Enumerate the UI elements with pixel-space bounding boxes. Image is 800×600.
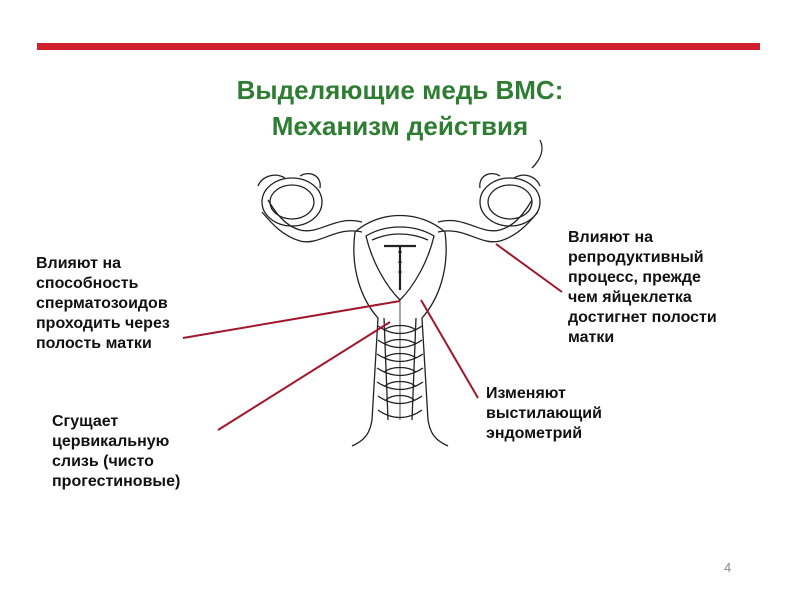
leader-line-mucus <box>218 322 390 430</box>
title-line-1: Выделяющие медь ВМС: <box>236 75 564 105</box>
label-line: достигнет полости <box>568 309 717 326</box>
label-line: репродуктивный <box>568 249 704 266</box>
label-line: чем яйцеклетка <box>568 289 692 306</box>
page-number: 4 <box>724 560 732 575</box>
left-fallopian-tube <box>268 200 362 231</box>
label-line: цервикальную <box>52 433 170 450</box>
label-line: процесс, прежде <box>568 269 701 286</box>
label-line: матки <box>568 329 615 346</box>
label-reproductive-effect <box>568 228 717 348</box>
iud-device <box>384 246 416 290</box>
label-line: эндометрий <box>486 425 583 442</box>
leader-line-endometrium <box>421 300 478 398</box>
label-line: Влияют на <box>36 255 121 272</box>
label-line: способность <box>36 275 139 292</box>
title-line-2: Механизм действия <box>271 111 529 141</box>
label-sperm-effect <box>36 254 170 354</box>
label-line: полость матки <box>36 335 152 352</box>
label-line: Влияют на <box>568 229 653 246</box>
label-line: Сгущает <box>52 413 119 430</box>
label-endometrium-effect <box>486 384 602 444</box>
label-line: Изменяют <box>486 385 566 402</box>
leader-line-sperm <box>183 301 400 338</box>
label-line: прогестиновые) <box>52 473 181 490</box>
label-line: выстилающий <box>486 405 602 422</box>
label-line: сперматозоидов <box>36 295 168 312</box>
label-line: проходить через <box>36 315 170 332</box>
label-line: слизь (чисто <box>52 453 154 470</box>
label-cervical-mucus-effect <box>52 412 180 492</box>
leader-line-reproductive <box>496 244 562 292</box>
